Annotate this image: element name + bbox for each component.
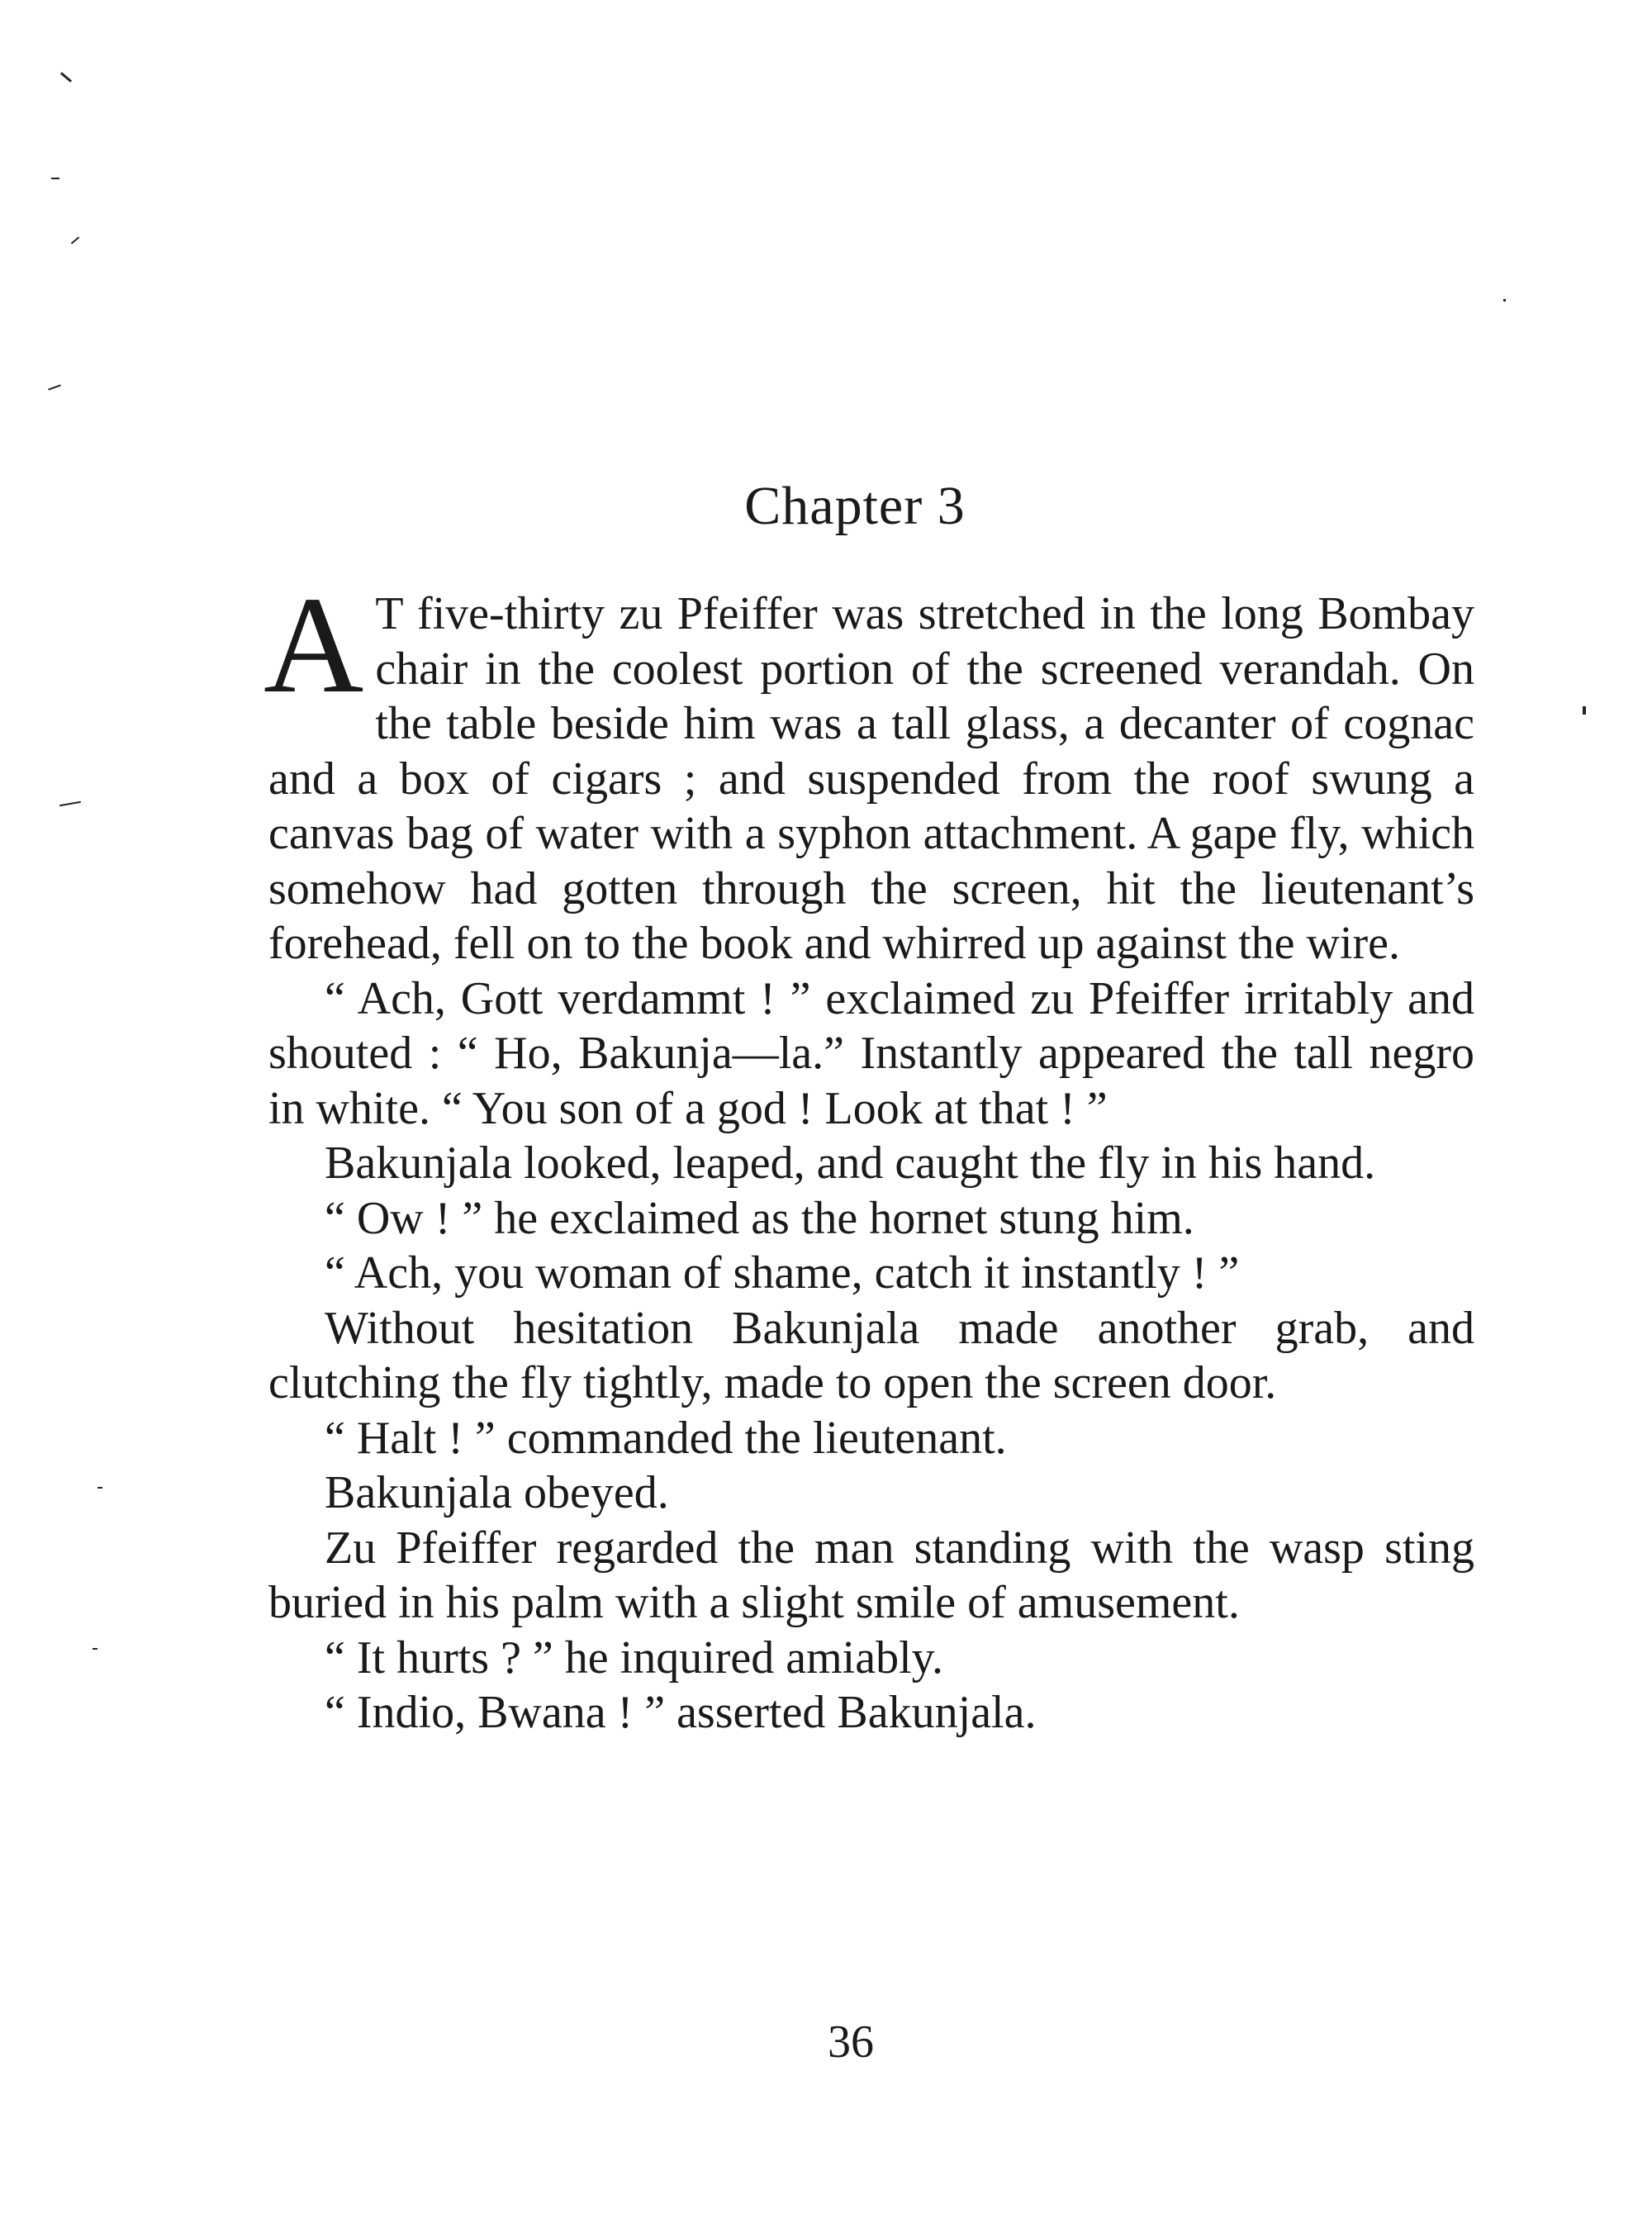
body-text [263, 568, 1474, 1741]
opening-paragraph [263, 568, 1474, 971]
scan-speck [97, 1487, 102, 1489]
scan-speck [71, 236, 79, 244]
paragraph: Zu Pfeiffer regarded the man standing with the wasp sting buried in his palm with a slight smile of amusement. [268, 1522, 1474, 1628]
opening-paragraph-text: T five-thirty zu Pfeiffer was stretched in the long Bombay chair in the coolest portion of the screened verandah. On the table beside him was a tall glass, a decanter of cognac and a box of cigars ; and suspended from the roof swung a canvas bag of water with a syphon attachment. A gape fly, which somehow had gotten through the screen, hit the lieutenant’s forehead, fell on to the book and whirred up against the wire. [268, 588, 1474, 969]
paragraph: “ Halt ! ” commanded the lieutenant. [325, 1412, 1007, 1464]
scan-speck [1583, 706, 1586, 715]
scan-speck [60, 72, 72, 83]
scan-speck [48, 384, 61, 390]
paragraph: “ Indio, Bwana ! ” asserted Bakunjala. [325, 1687, 1037, 1738]
page-number: 36 [828, 2016, 874, 2068]
paragraph: “ It hurts ? ” he inquired amiably. [325, 1631, 943, 1684]
paragraph: “ Ach, you woman of shame, catch it instantly ! ” [325, 1247, 1240, 1299]
scan-speck [93, 1648, 97, 1650]
chapter-title: Chapter 3 [744, 476, 966, 536]
paragraph: “ Ow ! ” he exclaimed as the hornet stung him. [325, 1192, 1194, 1244]
drop-cap: A [263, 568, 364, 722]
paragraph: Bakunjala looked, leaped, and caught the fly in his hand. [325, 1137, 1376, 1189]
paragraph: Without hesitation Bakunjala made another grab, and clutching the fly tightly, made to open the screen door. [268, 1302, 1474, 1408]
scan-speck [51, 178, 59, 179]
scan-speck [59, 801, 81, 806]
paragraph: Bakunjala obeyed. [325, 1467, 669, 1518]
paragraph: “ Ach, Gott verdammt ! ” exclaimed zu Pfeiffer irritably and shouted : “ Ho, Bakunja—la.” Instantly appeared the tall negro in white. “ You son of a god ! Look at that ! ” [268, 972, 1474, 1134]
scan-speck [1503, 299, 1506, 302]
